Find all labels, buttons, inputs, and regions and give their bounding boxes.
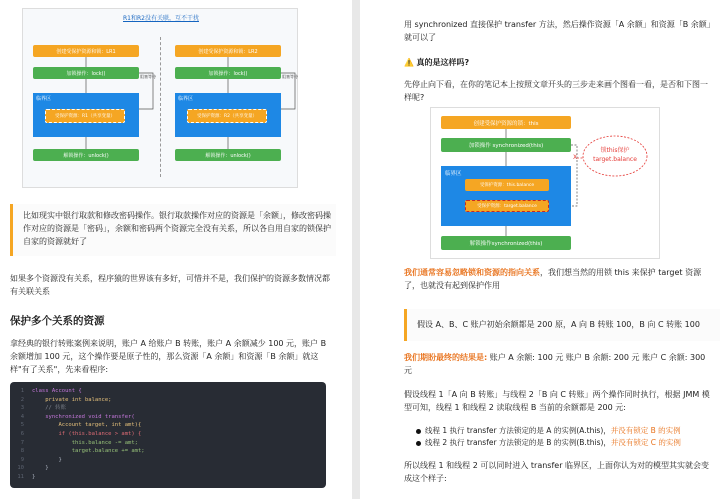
right-create-box: 创建受保护资源和锁：LR2	[175, 45, 281, 57]
line-number: 10	[17, 465, 24, 472]
line-number: 4	[20, 413, 24, 420]
line-number: 5	[20, 422, 24, 429]
code-line: }	[32, 474, 36, 480]
r-cloud-text-1: 锁this保护	[600, 147, 630, 154]
line-number: 7	[20, 439, 24, 446]
bullet-icon	[416, 429, 421, 434]
r-warning	[404, 56, 704, 69]
r-critical-label: 临界区	[445, 171, 462, 177]
code-line: // 转账	[32, 405, 67, 412]
r-para3-rest: ，我们想当然的用锁 this 来保护 target 资源了，也就没有起到保护作用	[404, 268, 702, 290]
code-line: synchronized void transfer(	[32, 413, 135, 420]
r-paragraph-2: 先停止向下看，在你的笔记本上按照文章开头的三步走来画个图看一看，是否和下图一样呢?	[404, 80, 708, 102]
paragraph-2: 拿经典的银行转账案例来说明，账户 A 给账户 B 转账，账户 A 余额减少 100 元，账户 B 余额增加 100 元，这个操作要是原子性的，那么资源「A 余额」和资源「B 余额」就这样"有了关系"，先来看程序:	[10, 339, 327, 374]
line-number: 2	[20, 396, 24, 403]
r-para3-emph: 我们通常容易忽略锁和资源的指向关系	[404, 268, 540, 277]
r-lock-box: 加锁操作 synchronized(this)	[441, 138, 571, 152]
right-lock-diagram	[430, 107, 660, 259]
r-paragraph-3	[404, 266, 714, 292]
code-line: private int balance;	[32, 396, 112, 403]
r-resource-2: 受保护资源：target.balance	[465, 200, 549, 212]
r-cloud-text-2: target.balance	[593, 156, 637, 163]
r-para4-rest: 账户 A 余额: 100 元 账户 B 余额: 200 元 账户 C 余额: 300 元	[404, 353, 706, 375]
r-bullet2-a: 线程 2 执行 transfer 方法锁定的是 B 的实例(B.this)，	[425, 438, 611, 447]
r-para4-emph: 我们期盼最终的结果是:	[404, 353, 488, 362]
right-wait-note: 阻塞等待	[282, 74, 298, 79]
section-heading: 保护多个关系的资源	[10, 315, 105, 327]
r-bullet1-b: 并没有锁定 B 的实例	[610, 426, 681, 435]
right-diagram-arrows	[431, 108, 661, 260]
r-bullet-2	[416, 436, 720, 449]
code-line: }	[32, 456, 62, 463]
right-critical-label: 临界区	[178, 96, 194, 102]
r-unlock-box: 解锁操作synchronized(this)	[441, 236, 571, 250]
left-critical-label: 临界区	[36, 96, 52, 102]
code-line: class Account {	[32, 388, 82, 394]
r-paragraph-5: 假设线程 1「A 向 B 转账」与线程 2「B 向 C 转账」两个操作同时执行，根据 JMM 模型可知，线程 1 和线程 2 读取线程 B 当前的余额都是 200 元:	[404, 390, 710, 412]
r-quote-text: 假设 A、B、C 账户初始余额都是 200 原，A 向 B 转账 100，B 向 C 转账 100	[417, 320, 700, 329]
warning-text: 真的是这样吗?	[416, 58, 470, 67]
code-line: Account target, int amt){	[32, 422, 142, 429]
paragraph-1: 如果多个资源没有关系，程序猿的世界该有多好，可惜并不是，我们保护的资源多数情况都有关联关系	[10, 274, 330, 296]
right-resource-box: 受保护资源：R2（共享变量）	[187, 109, 267, 123]
line-number: 3	[20, 405, 24, 412]
r-quote-block	[404, 309, 720, 341]
right-unlock-box: 解锁操作：unlock()	[175, 149, 281, 161]
diagram-title: R1和R2没有关联，互不干扰	[123, 15, 199, 22]
r-create-box: 创建受保护资源的锁：this	[441, 116, 571, 129]
r-paragraph-1: 用 synchronized 直接保护 transfer 方法，然后操作资源「A 余额」和资源「B 余额」就可以了	[404, 20, 711, 42]
right-lock-box: 加锁操作：lock()	[175, 67, 281, 79]
code-line: this.balance -= amt;	[32, 439, 138, 446]
line-number: 6	[20, 431, 24, 437]
code-line: }	[32, 465, 49, 472]
code-line: target.balance += amt;	[32, 448, 145, 455]
line-number: 8	[20, 448, 24, 455]
r-bullet1-a: 线程 1 执行 transfer 方法锁定的是 A 的实例(A.this)，	[425, 426, 611, 435]
quote-block	[10, 204, 336, 256]
r-x-mark: X	[572, 154, 578, 161]
bullet-icon	[416, 441, 421, 446]
left-page	[0, 0, 352, 499]
line-number: 11	[17, 474, 24, 480]
left-unlock-box: 解锁操作：unlock()	[33, 149, 139, 161]
right-page	[360, 0, 720, 499]
line-number: 1	[20, 388, 24, 394]
r-paragraph-6: 所以线程 1 和线程 2 可以同时进入 transfer 临界区，上面你认为对的模型其实就会变成这个样子:	[404, 461, 710, 483]
left-lock-box: 加锁操作：lock()	[33, 67, 139, 79]
line-number: 9	[20, 456, 24, 463]
left-resource-box: 受保护资源：R1（共享变量）	[45, 109, 125, 123]
r-resource-1: 受保护资源：this.balance	[465, 179, 549, 191]
r-bullet2-b: 并没有锁定 C 的实例	[610, 438, 681, 447]
quote-text: 比如现实中银行取款和修改密码操作。银行取款操作对应的资源是「余额」，修改密码操作对应的资源是「密码」，余额和密码两个资源完全没有关系，所以各自用自家的锁保护自家的资源就好了	[23, 211, 331, 246]
diagram-arrows	[23, 9, 299, 189]
warning-icon: ⚠️	[404, 58, 414, 67]
left-wait-note: 阻塞等待	[140, 74, 156, 79]
left-create-box: 创建受保护资源和锁：LR1	[33, 45, 139, 57]
r-paragraph-4	[404, 351, 714, 377]
code-block	[10, 382, 326, 488]
code-line: if (this.balance > amt) {	[32, 431, 142, 437]
left-lock-diagram	[22, 8, 298, 188]
